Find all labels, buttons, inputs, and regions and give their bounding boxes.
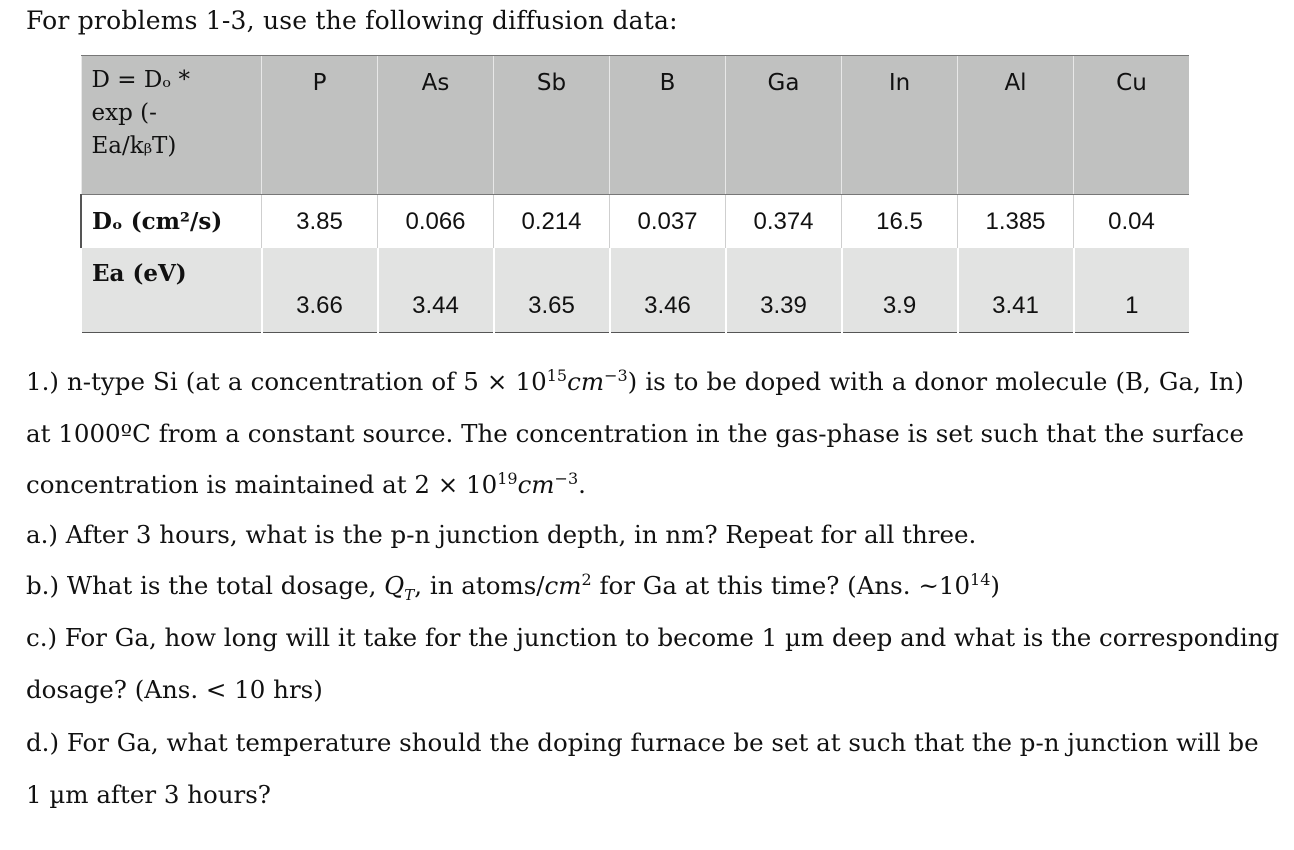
part-d-question-line-2: 1 µm after 3 hours? xyxy=(26,780,271,809)
cell-d0-p: 3.85 xyxy=(262,195,378,249)
problem-1-text-b: ) is to be doped with a donor molecule (B, Ga, In) at 1000ºC from a constant source. The concentration in the gas-phase is set such that the surface concentration is maintained at 2 × 10 xyxy=(26,367,1244,499)
part-d-question-line-1: d.) For Ga, what temperature should the doping furnace be set at such that the p-n junction will be xyxy=(26,728,1259,757)
problem-1-statement xyxy=(26,356,1244,511)
part-c-question-line-1: c.) For Ga, how long will it take for the junction to become 1 µm deep and what is the corresponding xyxy=(26,623,1280,652)
column-header-as: As xyxy=(378,56,494,195)
cell-ea-in: 3.9 xyxy=(842,248,958,333)
cell-ea-sb: 3.65 xyxy=(494,248,610,333)
problem-1-unit-b: cm xyxy=(517,470,555,499)
table-corner-formula xyxy=(81,56,262,195)
cell-d0-as: 0.066 xyxy=(378,195,494,249)
intro-text: For problems 1-3, use the following diffusion data: xyxy=(26,6,678,35)
part-b-ans-exp: 14 xyxy=(970,569,991,589)
row-label-d0: Dₒ (cm²/s) xyxy=(81,195,262,249)
cell-d0-ga: 0.374 xyxy=(726,195,842,249)
column-header-ga: Ga xyxy=(726,56,842,195)
part-b-question xyxy=(26,569,1000,604)
column-header-al: Al xyxy=(958,56,1074,195)
table-row-ea xyxy=(81,248,1189,333)
column-header-sb: Sb xyxy=(494,56,610,195)
part-b-post: for Ga at this time? (Ans. ~10 xyxy=(591,571,971,600)
column-header-p: P xyxy=(262,56,378,195)
problem-1-text-c: . xyxy=(578,470,586,499)
column-header-in: In xyxy=(842,56,958,195)
problem-1-exp-b: 19 xyxy=(497,468,518,488)
problem-1-text-a: 1.) n-type Si (at a concentration of 5 × 10 xyxy=(26,367,547,396)
part-b-unit: cm xyxy=(544,571,582,600)
part-c-question-line-2: dosage? (Ans. < 10 hrs) xyxy=(26,675,323,704)
problem-1-exp-b2: −3 xyxy=(554,468,579,488)
cell-d0-b: 0.037 xyxy=(610,195,726,249)
corner-line-1: D = Dₒ * xyxy=(91,67,190,93)
part-b-mid: , in atoms/ xyxy=(414,571,545,600)
problem-1-exp-a: 15 xyxy=(546,365,568,385)
cell-d0-al: 1.385 xyxy=(958,195,1074,249)
column-header-b: B xyxy=(610,56,726,195)
table-row-d0 xyxy=(81,195,1189,249)
part-b-sub: T xyxy=(404,585,415,604)
column-header-cu: Cu xyxy=(1074,56,1190,195)
part-b-pre: b.) What is the total dosage, xyxy=(26,571,385,600)
problem-1-unit-a: cm xyxy=(567,367,605,396)
cell-ea-b: 3.46 xyxy=(610,248,726,333)
cell-d0-in: 16.5 xyxy=(842,195,958,249)
row-label-ea: Ea (eV) xyxy=(81,248,262,333)
cell-ea-ga: 3.39 xyxy=(726,248,842,333)
cell-d0-sb: 0.214 xyxy=(494,195,610,249)
cell-ea-al: 3.41 xyxy=(958,248,1074,333)
cell-ea-p: 3.66 xyxy=(262,248,378,333)
cell-d0-cu: 0.04 xyxy=(1074,195,1190,249)
part-b-exp: 2 xyxy=(581,569,592,589)
corner-line-2: exp (- xyxy=(91,100,157,126)
table-header-row xyxy=(81,56,1189,195)
part-b-end: ) xyxy=(990,571,1000,600)
corner-line-3: Ea/kᵦT) xyxy=(91,133,177,159)
cell-ea-cu: 1 xyxy=(1074,248,1190,333)
problem-1-exp-a2: −3 xyxy=(604,365,628,385)
part-b-q: Q xyxy=(384,571,405,600)
diffusion-data-table xyxy=(80,55,1189,333)
cell-ea-as: 3.44 xyxy=(378,248,494,333)
part-a-question: a.) After 3 hours, what is the p-n junction depth, in nm? Repeat for all three. xyxy=(26,520,977,549)
